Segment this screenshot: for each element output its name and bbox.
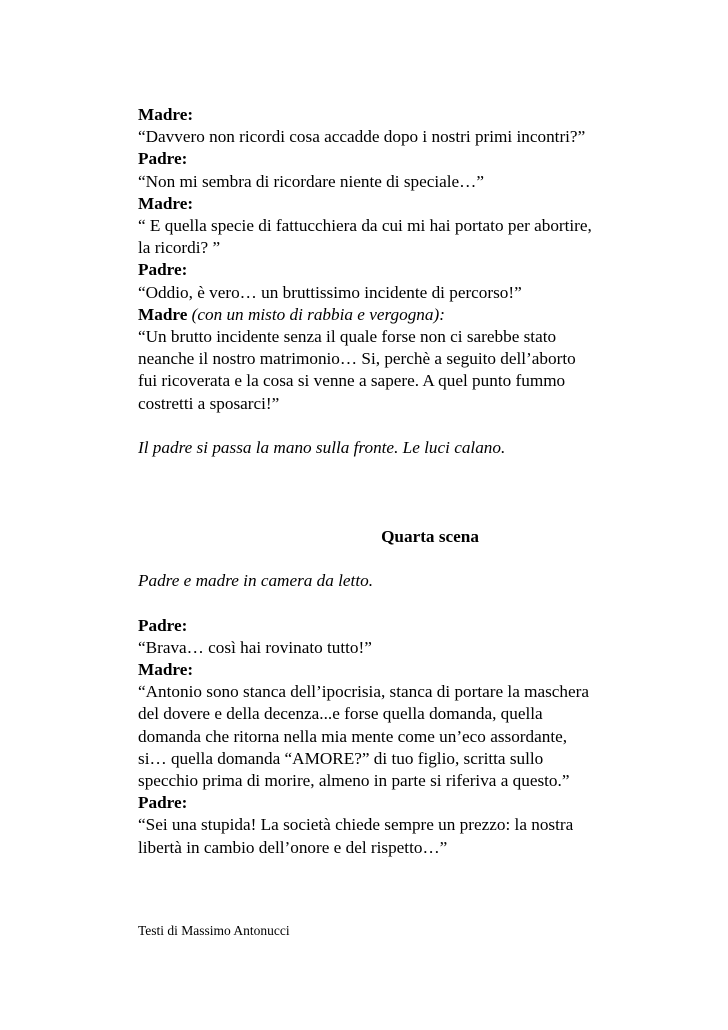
speaker-madre: Madre: xyxy=(138,193,194,213)
dialogue-line: specchio prima di morire, almeno in parte si riferiva a questo.” xyxy=(138,771,570,791)
speaker-line-with-direction xyxy=(138,304,678,326)
speaker-madre: Madre xyxy=(138,304,188,324)
dialogue-line: “Oddio, è vero… un bruttissimo incidente di percorso!” xyxy=(138,282,522,302)
spacer xyxy=(138,592,678,614)
stage-direction: Il padre si passa la mano sulla fronte. Le luci calano. xyxy=(138,438,506,458)
dialogue-line: “Non mi sembra di ricordare niente di speciale…” xyxy=(138,171,484,191)
page-footer: Testi di Massimo Antonucci xyxy=(138,923,290,938)
stage-direction: Padre e madre in camera da letto. xyxy=(138,571,374,591)
dialogue-line: “Brava… così hai rovinato tutto!” xyxy=(138,637,372,657)
dialogue-line: domanda che ritorna nella mia mente come un’eco assordante, xyxy=(138,726,568,746)
speaker-madre: Madre: xyxy=(138,660,194,679)
spacer xyxy=(138,548,678,570)
dialogue-line: “Davvero non ricordi cosa accadde dopo i nostri primi incontri?” xyxy=(138,127,586,147)
dialogue-line: “Antonio sono stanca dell’ipocrisia, stanca di portare la maschera xyxy=(138,682,590,702)
inline-stage-direction: (con un misto di rabbia e vergogna): xyxy=(191,304,445,324)
speaker-padre: Padre: xyxy=(138,260,188,280)
speaker-padre: Padre: xyxy=(138,149,188,169)
dialogue-line: fui ricoverata e la cosa si venne a sapere. A quel punto fummo xyxy=(138,371,566,391)
dialogue-line: neanche il nostro matrimonio… Si, perchè a seguito dell’aborto xyxy=(138,349,576,369)
dialogue-line: “Sei una stupida! La società chiede sempre un prezzo: la nostra xyxy=(138,815,574,835)
dialogue-line: “ E quella specie di fattucchiera da cui mi hai portato per abortire, xyxy=(138,216,592,236)
script-text xyxy=(138,104,678,859)
speaker-padre: Padre: xyxy=(138,615,188,635)
speaker-padre: Padre: xyxy=(138,793,188,813)
dialogue-line: “Un brutto incidente senza il quale forse non ci sarebbe stato xyxy=(138,327,557,347)
speaker-madre: Madre: xyxy=(138,105,194,124)
spacer xyxy=(138,415,678,437)
dialogue-line: libertà in cambio dell’onore e del rispetto…” xyxy=(138,837,448,857)
dialogue-line: costretti a sposarci!” xyxy=(138,393,280,413)
dialogue-line: si… quella domanda “AMORE?” di tuo figlio, scritta sullo xyxy=(138,748,544,768)
spacer xyxy=(138,504,678,526)
scene-title: Quarta scena xyxy=(381,526,479,546)
dialogue-line: del dovere e della decenza...e forse quella domanda, quella xyxy=(138,704,543,724)
dialogue-line: la ricordi? ” xyxy=(138,238,221,258)
spacer xyxy=(138,459,678,503)
